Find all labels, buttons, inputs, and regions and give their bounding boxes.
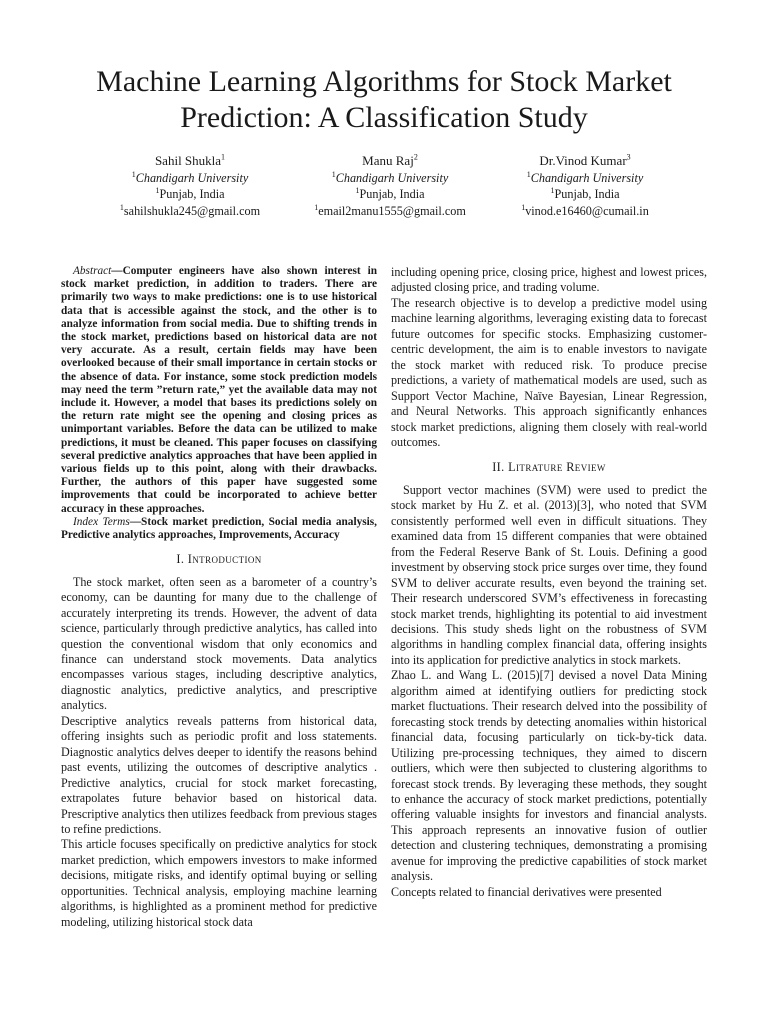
author-location: $^1$Punjab, India [550,186,620,202]
left-column [61,265,377,930]
author-location: $^1$Punjab, India [155,186,225,202]
body-paragraph: This article focuses specifically on predictive analytics for stock market prediction, which empowers investors to make informed decisions, mitigate risks, and identify optimal buying or selling opportunities. Technical analysis, employing machine learning algorithms, is highlighted as a prominent method for predictive modeling, utilizing historical stock data [61,837,377,929]
author-block-3 [465,152,705,219]
body-paragraph: Zhao L. and Wang L. (2015)[7] devised a novel Data Mining algorithm aimed at identifying outliers for predicting stock market fluctuations. Their research delved into the possibility of forecasting stock trends by detecting anomalies within historical financial data, focusing particularly on tick-by-tick data. Utilizing pre-processing techniques, they aimed to discern outliers, which were then subjected to clustering algorithms to forecast stock trends. By leveraging these methods, they sought to enhance the accuracy of stock market predictions, potentially offering valuable insights for investors and financial analysts. This approach represents an innovative fusion of outlier detection and clustering techniques, demonstrating a promising avenue for improving the predictive capabilities of stock market analysis. [391,668,707,884]
author-email[interactable]: $^1$vinod.e16460@cumail.in [521,202,649,218]
body-paragraph: The research objective is to develop a predictive model using machine learning algorithms, leveraging existing data to forecast future outcomes for specific stocks. Emphasizing customer-centric development, the aim is to enable investors to navigate the stock market with reduced risk. To produce precise predictions, a variety of mathematical models are used, such as Support Vector Machine, Naïve Bayesian, Linear Regression, and Neural Networks. This approach significantly enhances stock market predictions, aligning them closely with real-world outcomes. [391,295,707,449]
right-column [391,265,707,900]
author-email[interactable]: $^1$sahilshukla245@gmail.com [119,202,261,218]
section-heading-introduction: I. Introduction [176,552,262,567]
body-paragraph: Support vector machines (SVM) were used to predict the stock market by Hu Z. et al. (2013)[3], who noted that SVM consistently performed well even in difficult situations. They examined data from 15 different companies that were obtained from the Federal Reserve Bank of St. Louis. Defining a good investment by observing stock price surges over time, they found SVM to deliver accurate results, even beyond the training set. Their research underscored SVM’s effectiveness in forecasting stock market trends, highlighting its potential to aid investment decisions. This study sheds light on the robustness of SVM algorithms in handling complex financial data, offering insights into its application for predictive analytics in stock markets. [391,482,707,667]
paper-title: Machine Learning Algorithms for Stock Market Prediction: A Classification Study [96,65,672,134]
author-name: Sahil Shukla$^1$ [154,152,226,168]
body-paragraph: including opening price, closing price, highest and lowest prices, adjusted closing price, and trading volume. [391,265,707,295]
author-name: Manu Raj$^2$ [362,152,418,168]
author-affiliation: $^1$Chandigarh University [131,169,249,185]
abstract: Abstract—Computer engineers have also shown interest in stock market prediction, in addition to traders. There are primarily two ways to make predictions: one is to use historical data that is accessible against the stock, and the other is to analyze information from social media. Due to shifting trends in the stock market, predictions based on historical data are not very accurate. As a result, certain fields may have been overlooked because of their small importance in certain stocks or the absence of data. For instance, some stock prediction models may need the term ”return rate,” yet the available data may not include it. However, a model that bases its predictions solely on the return rate might see the opening and closing prices as unimportant variables. Before the data can be utilized to make predictions, it must be cleaned. This paper focuses on classifying several predictive analytics approaches that have been applied in various fields up to this point, along with their drawbacks. Further, the authors of this paper have suggested some improvements that could be incorporated to achieve better accuracy in these approaches. [61,265,377,515]
index-terms: Index Terms—Stock market prediction, Social media analysis, Predictive analytics approaches, Improvements, Accuracy [61,515,377,542]
section-heading-literature-review: II. Litrature Review [492,460,606,475]
author-location: $^1$Punjab, India [355,186,425,202]
author-name: Dr.Vinod Kumar$^3$ [539,152,631,168]
author-affiliation: $^1$Chandigarh University [526,169,644,185]
author-email[interactable]: $^1$email2manu1555@gmail.com [314,202,466,218]
author-affiliation: $^1$Chandigarh University [331,169,449,185]
body-paragraph: The stock market, often seen as a barometer of a country’s economy, can be daunting for many due to the challenge of accurately interpreting its trends. However, the advent of data science, particularly through predictive analytics, has called into question the conventional wisdom that only economics and finance can understand stock movements. Data analytics encompasses various stages, including descriptive analytics, diagnostic analytics, predictive analytics, and prescriptive analytics. [61,574,377,713]
body-paragraph: Descriptive analytics reveals patterns from historical data, offering insights such as periodic profit and loss statements. Diagnostic analytics delves deeper to identify the reasons behind past events, utilizing the outcomes of descriptive analytics . Predictive analytics, crucial for stock market forecasting, extrapolates future behavior based on historical data. Prescriptive analytics then utilizes feedback from previous stages to refine predictions. [61,713,378,836]
body-paragraph: Concepts related to financial derivatives were presented [391,884,662,899]
